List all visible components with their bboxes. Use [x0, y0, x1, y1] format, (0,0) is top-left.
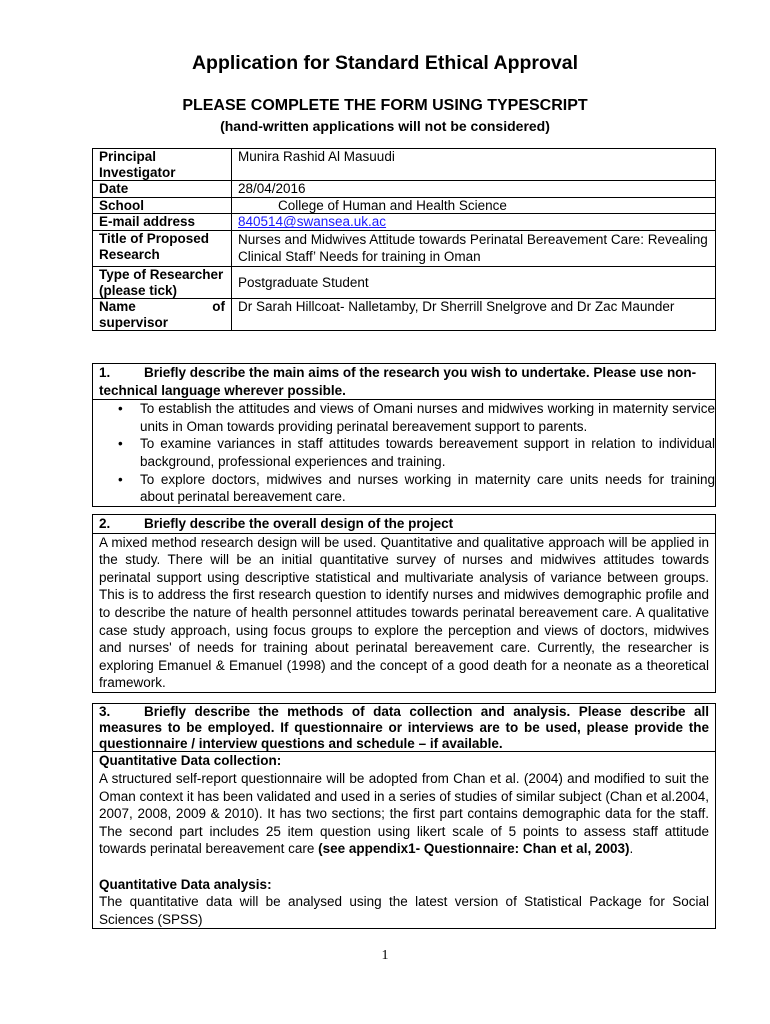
- question-2-box: [92, 514, 716, 693]
- collection-paragraph: [99, 770, 709, 858]
- list-item: [118, 400, 715, 435]
- collection-heading: Quantitative Data collection:: [99, 753, 282, 769]
- aim-2: To examine variances in staff attitudes towards bereavement support in relation to individual background, professional experiences and training.: [140, 436, 715, 469]
- collection-reference: (see appendix1- Questionnaire: Chan et al, 2003): [318, 841, 630, 857]
- question-3-text: Briefly describe the methods of data collection and analysis. Please describe all measures to be employed. If questionnaire or interviews are to be used, please provide the questionnaire / interview questions and schedule – if available.: [99, 704, 709, 751]
- school-label: School: [93, 197, 232, 214]
- table-row: [93, 181, 716, 198]
- aim-1: To establish the attitudes and views of Omani nurses and midwives working in maternity service units in Oman towards providing perinatal bereavement support to parents.: [140, 401, 715, 434]
- analysis-text: The quantitative data will be analysed using the latest version of Statistical Package for Social Sciences (SPSS): [99, 894, 709, 927]
- researcher-type-label: Type of Researcher (please tick): [93, 266, 232, 298]
- pi-value: Munira Rashid Al Masuudi: [232, 149, 716, 181]
- question-1-heading: [93, 364, 715, 400]
- title-label: Title of Proposed Research: [93, 230, 232, 266]
- bullet-icon: •: [118, 436, 123, 452]
- page-title: Application for Standard Ethical Approval: [191, 52, 579, 74]
- supervisor-label: [93, 299, 232, 331]
- form-instruction: PLEASE COMPLETE THE FORM USING TYPESCRIPT: [182, 97, 588, 114]
- collection-text: A structured self-report questionnaire will be adopted from Chan et al. (2004) and modified to suit the Oman context it has been validated and used in a series of studies of similar subject (Chan et al.2004, 2007, 2008, 2009 & 2010). It has two sections; the first part contains demographic data for the staff. The second part includes 25 item question using likert scale of 5 points to assess staff attitude towards perinatal bereavement care: [99, 770, 709, 857]
- methods-answer: [93, 752, 715, 928]
- applicant-info-table: [92, 148, 716, 331]
- question-2-number: 2.: [99, 516, 111, 531]
- table-row: [93, 214, 716, 231]
- supervisor-label-a: Name: [99, 299, 136, 315]
- table-row: [93, 266, 716, 298]
- list-item: [118, 471, 715, 506]
- question-2-text: Briefly describe the overall design of the project: [144, 516, 454, 531]
- question-2-heading: [93, 515, 715, 534]
- date-value: 28/04/2016: [232, 181, 716, 198]
- analysis-heading: Quantitative Data analysis:: [99, 876, 272, 892]
- title-value: Nurses and Midwives Attitude towards Perinatal Bereavement Care: Revealing Clinical Staff’ Needs for training in Oman: [232, 230, 716, 266]
- bullet-icon: •: [118, 401, 123, 417]
- question-1-text: Briefly describe the main aims of the research you wish to undertake. Please use non-technical language wherever possible.: [99, 365, 697, 398]
- aims-list: [93, 400, 715, 506]
- supervisor-label-c: supervisor: [99, 314, 169, 330]
- pi-label: Principal Investigator: [93, 149, 232, 181]
- aim-3: To explore doctors, midwives and nurses working in maternity care units needs for training about perinatal bereavement care.: [140, 471, 715, 505]
- school-value: College of Human and Health Science: [232, 197, 716, 214]
- design-answer: A mixed method research design will be used. Quantitative and qualitative approach will be applied in the study. There will be an initial quantitative survey of nurses and midwives attitudes towards perinatal support using descriptive statistical and multivariate analysis of variance between groups. This is to address the first research question to identify nurses and midwives demographic profile and to describe the nature of health personnel attitudes towards perinatal bereavement care. A qualitative case study approach, using focus groups to explore the perception and views of doctors, midwives and nurses' of needs for training about perinatal bereavement care. Currently, the researcher is exploring Emanuel & Emanuel (1998) and the concept of a good death for a neonate as a theoretical framework.: [99, 534, 709, 691]
- question-1-number: 1.: [99, 365, 111, 380]
- question-3-number: 3.: [99, 704, 111, 719]
- table-row: [93, 299, 716, 331]
- page-number: 1: [381, 948, 389, 963]
- date-label: Date: [93, 181, 232, 198]
- table-row: [93, 149, 716, 181]
- table-row: [93, 197, 716, 214]
- email-link[interactable]: 840514@swansea.uk.ac: [238, 214, 387, 230]
- question-3-heading: [93, 704, 715, 752]
- collection-end: .: [629, 841, 634, 857]
- supervisor-value: Dr Sarah Hillcoat- Nalletamby, Dr Sherrill Snelgrove and Dr Zac Maunder: [232, 299, 716, 331]
- question-1-box: [92, 363, 716, 507]
- table-row: [93, 230, 716, 266]
- form-note: (hand-written applications will not be considered): [220, 118, 550, 134]
- email-label: E-mail address: [93, 214, 232, 231]
- question-3-box: [92, 703, 716, 929]
- supervisor-label-b: of: [212, 299, 225, 315]
- researcher-type-value: Postgraduate Student: [232, 266, 716, 298]
- email-cell: [232, 214, 716, 231]
- bullet-icon: •: [118, 471, 123, 487]
- list-item: [118, 435, 715, 470]
